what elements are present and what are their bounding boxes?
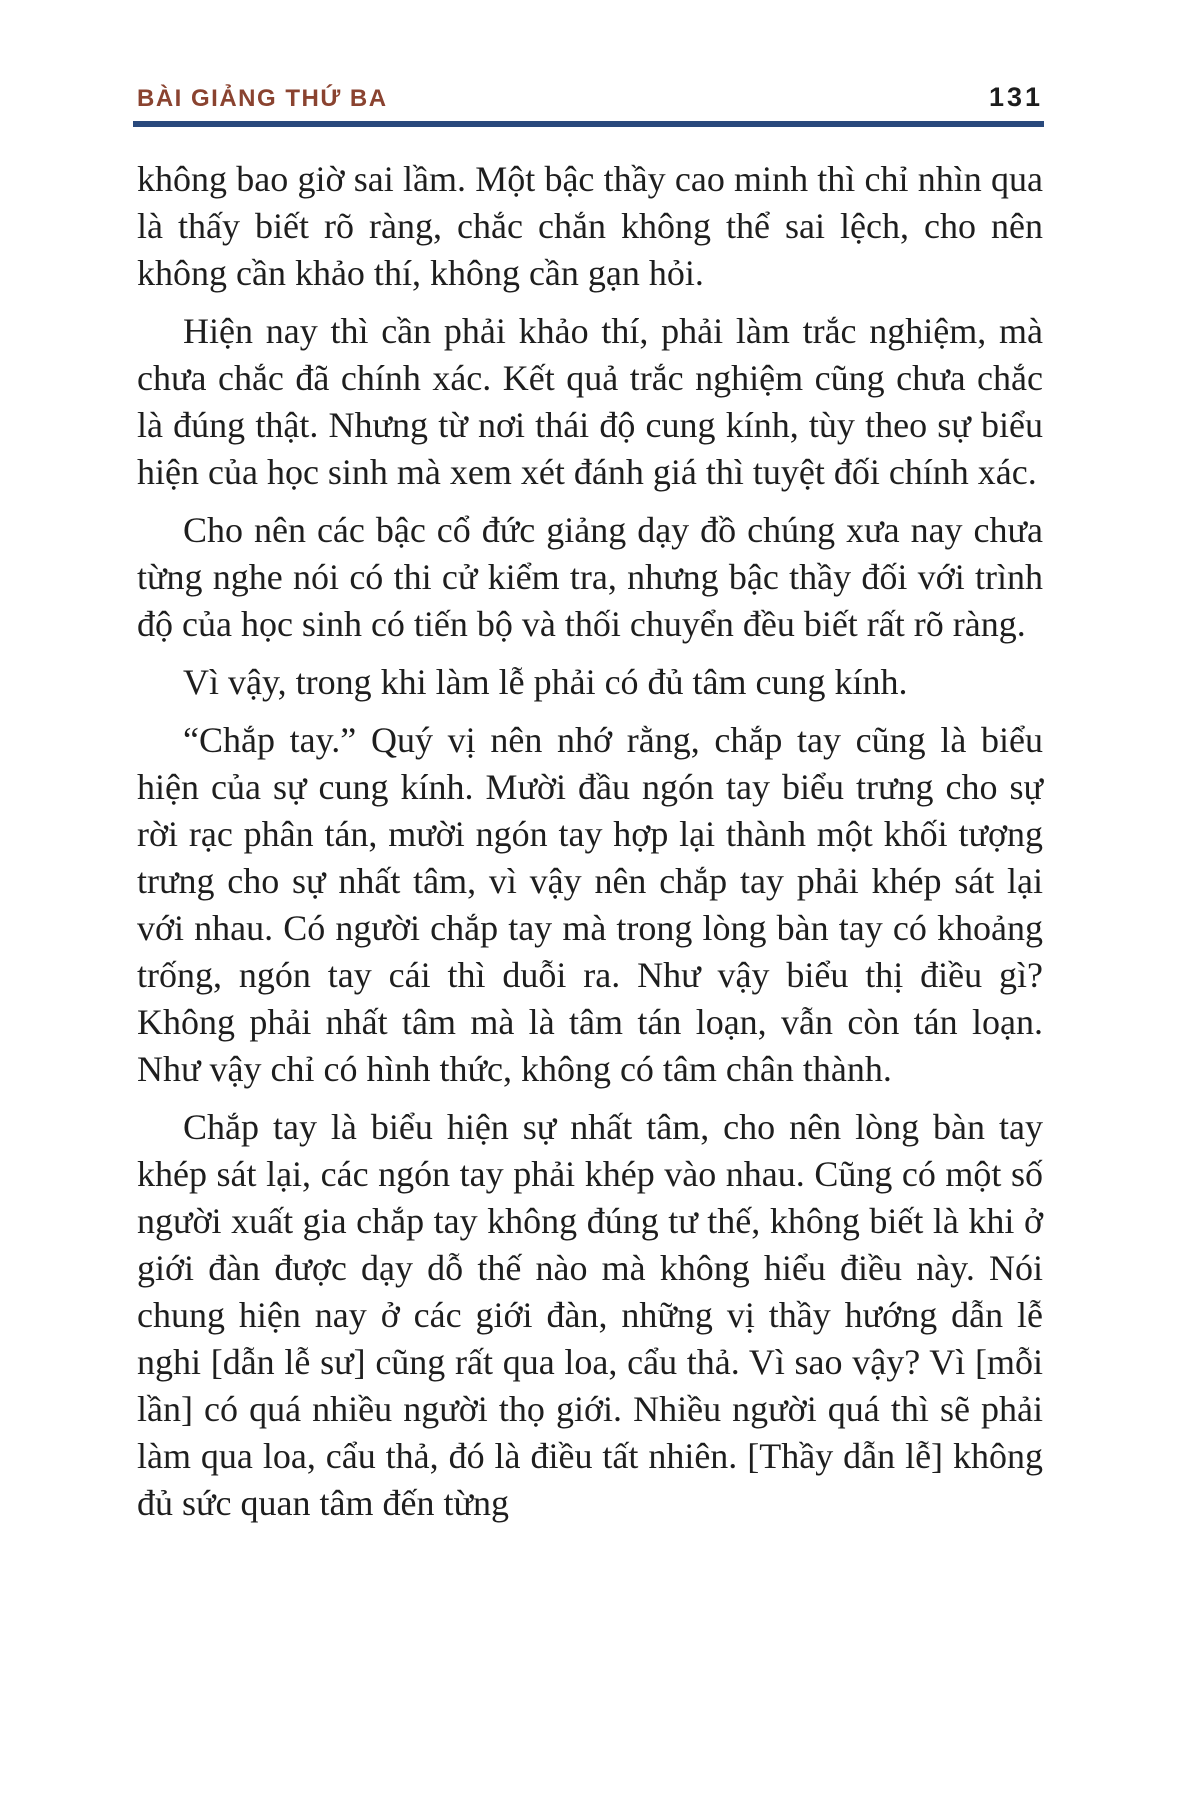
paragraph: Cho nên các bậc cổ đức giảng dạy đồ chúng xưa nay chưa từng nghe nói có thi cử kiểm tra, nhưng bậc thầy đối với trình độ của học sinh có tiến bộ và thối chuyển đều biết rất rõ ràng. bbox=[137, 510, 1043, 644]
paragraph: không bao giờ sai lầm. Một bậc thầy cao minh thì chỉ nhìn qua là thấy biết rõ ràng, chắc chắn không thể sai lệch, cho nên không cần khảo thí, không cần gạn hỏi. bbox=[137, 159, 1043, 293]
paragraph: Chắp tay là biểu hiện sự nhất tâm, cho nên lòng bàn tay khép sát lại, các ngón tay phải khép vào nhau. Cũng có một số người xuất gia chắp tay không đúng tư thế, không biết là khi ở giới đàn được dạy dỗ thế nào mà không hiểu điều này. Nói chung hiện nay ở các giới đàn, những vị thầy hướng dẫn lễ nghi [dẫn lễ sư] cũng rất qua loa, cẩu thả. Vì sao vậy? Vì [mỗi lần] có quá nhiều người thọ giới. Nhiều người quá thì sẽ phải làm qua loa, cẩu thả, đó là điều tất nhiên. [Thầy dẫn lễ] không đủ sức quan tâm đến từng bbox=[137, 1107, 1043, 1523]
page-number: 131 bbox=[988, 82, 1043, 112]
running-head: BÀI GIẢNG THỨ BA bbox=[137, 85, 388, 112]
header-rule bbox=[133, 121, 1044, 127]
paragraph: “Chắp tay.” Quý vị nên nhớ rằng, chắp tay cũng là biểu hiện của sự cung kính. Mười đầu ngón tay biểu trưng cho sự rời rạc phân tán, mười ngón tay hợp lại thành một khối tượng trưng cho sự nhất tâm, vì vậy nên chắp tay phải khép sát lại với nhau. Có người chắp tay mà trong lòng bàn tay có khoảng trống, ngón tay cái thì duỗi ra. Như vậy biểu thị điều gì? Không phải nhất tâm mà là tâm tán loạn, vẫn còn tán loạn. Như vậy chỉ có hình thức, không có tâm chân thành. bbox=[137, 720, 1043, 1089]
body-text bbox=[137, 156, 1043, 1538]
paragraph: Hiện nay thì cần phải khảo thí, phải làm trắc nghiệm, mà chưa chắc đã chính xác. Kết quả trắc nghiệm cũng chưa chắc là đúng thật. Nhưng từ nơi thái độ cung kính, tùy theo sự biểu hiện của học sinh mà xem xét đánh giá thì tuyệt đối chính xác. bbox=[137, 311, 1043, 492]
paragraph: Vì vậy, trong khi làm lễ phải có đủ tâm cung kính. bbox=[183, 662, 908, 702]
page-header bbox=[137, 84, 1043, 111]
